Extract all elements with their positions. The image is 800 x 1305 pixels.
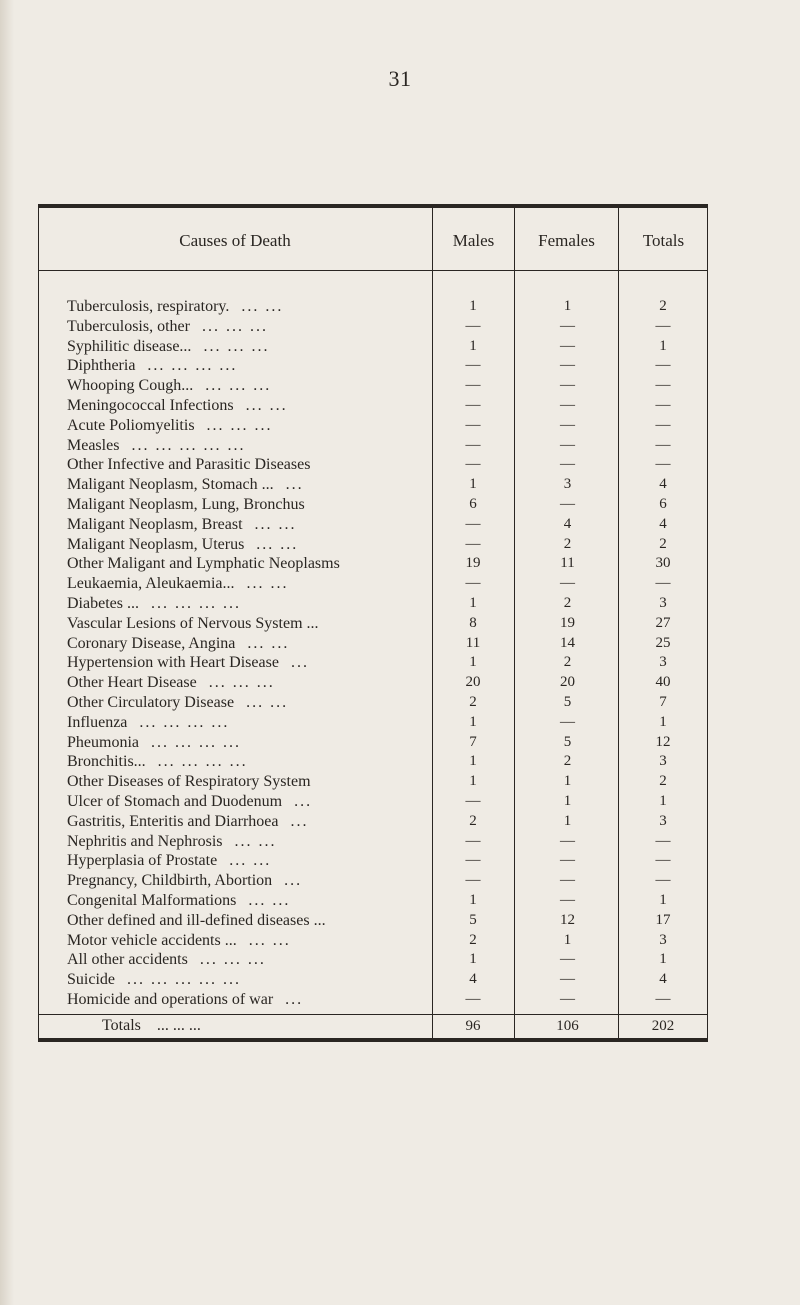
cause-label <box>67 475 451 495</box>
table-bottom-rule <box>38 1038 708 1042</box>
cause-label <box>67 297 451 317</box>
cause-text: Ulcer of Stomach and Duodenum <box>67 792 283 810</box>
cause-leader: ... ... ... ... <box>157 753 248 771</box>
header-females: Females <box>538 231 595 250</box>
cause-leader: ... ... <box>245 396 288 414</box>
cause-leader: ... ... <box>229 852 272 870</box>
males-value: — <box>465 416 481 433</box>
cause-leader: ... ... <box>248 891 291 909</box>
totals-value: 25 <box>655 634 671 651</box>
males-value: 20 <box>465 674 481 691</box>
males-value: 6 <box>469 495 477 512</box>
males-value: — <box>465 436 481 453</box>
cause-text: All other accidents <box>67 951 188 969</box>
table-row <box>38 356 708 376</box>
cause-text: Tuberculosis, respiratory. <box>67 298 230 315</box>
cause-leader: ... <box>284 872 303 890</box>
cause-label <box>67 535 451 555</box>
cause-text: Influenza <box>67 713 128 731</box>
totals-value: — <box>655 357 671 374</box>
males-value: — <box>465 832 481 849</box>
females-value: — <box>560 891 575 908</box>
table-row <box>38 792 708 812</box>
totals-value: 2 <box>659 298 667 314</box>
cause-leader: ... ... ... <box>205 377 272 395</box>
females-value: 4 <box>563 515 572 532</box>
totals-value: 2 <box>659 535 667 552</box>
totals-value: 27 <box>655 614 671 631</box>
females-value: — <box>560 872 575 889</box>
cause-label <box>67 891 451 911</box>
cause-leader: ... ... <box>248 931 291 949</box>
cause-text: Nephritis and Nephrosis <box>67 832 223 850</box>
page-edge-shadow <box>0 0 14 1305</box>
table-row <box>38 376 708 396</box>
cause-text: Hypertension with Heart Disease <box>67 654 279 672</box>
males-value: 2 <box>469 812 477 829</box>
females-value: — <box>560 456 575 473</box>
totals-value: — <box>655 436 671 453</box>
males-value: 1 <box>469 298 477 314</box>
females-value: 3 <box>563 476 572 493</box>
totals-value: 30 <box>655 555 671 572</box>
males-value: 2 <box>469 931 477 948</box>
table-row <box>38 416 708 436</box>
cause-label <box>67 772 451 792</box>
page-number: 31 <box>388 66 412 91</box>
totals-value: — <box>655 396 671 413</box>
totals-value: 3 <box>659 753 667 770</box>
totals-value: — <box>655 416 671 433</box>
table-row <box>38 713 708 733</box>
males-value: — <box>465 535 481 552</box>
males-value: — <box>465 396 481 413</box>
totals-value: — <box>655 456 671 473</box>
females-value: — <box>560 377 575 394</box>
table-row <box>38 772 708 792</box>
females-value: 20 <box>560 674 575 691</box>
cause-text: Whooping Cough... <box>67 377 194 395</box>
cause-text: Hyperplasia of Prostate <box>67 852 218 870</box>
cause-label <box>67 614 451 634</box>
females-value: — <box>560 951 575 968</box>
totals-value: — <box>655 990 671 1007</box>
females-value: — <box>560 416 575 433</box>
males-value: 8 <box>469 614 477 631</box>
females-value: — <box>560 317 575 334</box>
cause-label <box>67 455 451 475</box>
males-value: — <box>465 377 481 394</box>
females-value: 1 <box>563 298 572 314</box>
females-value: 11 <box>560 555 575 572</box>
cause-leader: ... ... <box>256 535 299 553</box>
males-value: 4 <box>469 971 477 988</box>
totals-row <box>38 1014 708 1038</box>
cause-leader: ... ... ... ... <box>147 357 238 375</box>
cause-leader: ... ... ... <box>208 674 275 692</box>
totals-value: 40 <box>655 674 671 691</box>
causes-of-death-table <box>38 204 708 1042</box>
table-row <box>38 337 708 357</box>
table-row <box>38 554 708 574</box>
cause-label <box>67 634 451 654</box>
table-row <box>38 733 708 753</box>
cause-leader: ... ... ... ... <box>150 594 241 612</box>
cause-label <box>67 554 451 574</box>
males-value: 1 <box>469 476 477 493</box>
table-body <box>38 297 708 1010</box>
females-value: 19 <box>560 614 575 631</box>
females-value: — <box>560 436 575 453</box>
cause-leader: ... ... ... <box>199 951 266 969</box>
females-value: — <box>560 713 575 730</box>
cause-text: Acute Poliomyelitis <box>67 416 195 434</box>
table-row <box>38 990 708 1010</box>
cause-text: Other Diseases of Respiratory System <box>67 773 311 791</box>
cause-leader: ... <box>290 654 309 672</box>
cause-label <box>67 752 451 772</box>
males-value: — <box>465 317 481 334</box>
cause-leader: ... ... <box>234 832 277 850</box>
cause-leader: ... ... ... ... <box>139 713 230 731</box>
cause-label <box>67 990 451 1010</box>
cause-leader: ... ... <box>246 693 289 711</box>
cause-label <box>67 832 451 852</box>
totals-value: 6 <box>659 495 667 512</box>
females-value: 2 <box>563 753 572 770</box>
cause-label <box>67 436 451 456</box>
cause-text: Maligant Neoplasm, Uterus <box>67 535 245 553</box>
table-row <box>38 752 708 772</box>
totals-value: — <box>655 832 671 849</box>
females-value: 1 <box>563 773 572 790</box>
males-value: 1 <box>469 337 477 354</box>
cause-text: Other defined and ill-defined diseases ... <box>67 911 326 929</box>
cause-label <box>67 693 451 713</box>
cause-leader: ... <box>285 990 304 1008</box>
cause-label <box>67 416 451 436</box>
cause-text: Other Heart Disease <box>67 674 197 692</box>
cause-text: Motor vehicle accidents ... <box>67 931 237 949</box>
cause-leader: ... ... ... <box>206 416 273 434</box>
header-causes-of-death: Causes of Death <box>179 231 291 250</box>
cause-leader: ... ... <box>254 515 297 533</box>
males-value: — <box>465 357 481 374</box>
females-value: 1 <box>563 812 572 829</box>
cause-text: Leukaemia, Aleukaemia... <box>67 575 235 593</box>
cause-text: Pregnancy, Childbirth, Abortion <box>67 872 273 890</box>
males-value: 1 <box>469 951 477 968</box>
females-value: — <box>560 337 575 354</box>
males-value: 1 <box>469 773 477 790</box>
females-value: — <box>560 832 575 849</box>
table-row <box>38 634 708 654</box>
totals-value: 3 <box>659 812 667 829</box>
females-value: — <box>560 495 575 512</box>
cause-label <box>67 733 451 753</box>
cause-leader: ... ... <box>246 575 289 593</box>
cause-leader: ... ... <box>247 634 290 652</box>
table-row <box>38 832 708 852</box>
totals-value: 4 <box>659 476 667 493</box>
cause-text: Maligant Neoplasm, Lung, Bronchus <box>67 495 305 513</box>
cause-text: Diabetes ... <box>67 594 139 612</box>
cause-label <box>67 871 451 891</box>
totals-value: 1 <box>659 713 667 730</box>
header-totals: Totals <box>642 231 685 250</box>
totals-value: — <box>655 852 671 869</box>
cause-text: Vascular Lesions of Nervous System ... <box>67 614 319 632</box>
table-row <box>38 911 708 931</box>
males-value: 1 <box>469 654 477 671</box>
females-value: — <box>560 396 575 413</box>
cause-label <box>67 931 451 951</box>
totals-value: 3 <box>659 931 667 948</box>
cause-text: Diphtheria <box>67 357 136 375</box>
cause-leader: ... ... ... ... <box>151 733 241 751</box>
cause-label <box>67 911 451 931</box>
totals-value: 7 <box>659 693 667 710</box>
table-row <box>38 297 708 317</box>
cause-label <box>67 495 451 515</box>
table-row <box>38 812 708 832</box>
females-value: 2 <box>563 654 572 671</box>
cause-leader: ... ... ... ... ... <box>131 436 246 454</box>
cause-label <box>67 594 451 614</box>
table-row <box>38 970 708 990</box>
cause-label <box>67 376 451 396</box>
table-row <box>38 673 708 693</box>
cause-label <box>67 337 451 357</box>
totals-value: 4 <box>659 515 667 532</box>
males-value: — <box>465 515 481 532</box>
table-row <box>38 653 708 673</box>
males-value: — <box>465 872 481 889</box>
cause-text: Measles <box>67 436 120 454</box>
cause-leader: ... ... ... ... ... <box>127 971 241 989</box>
cause-label <box>67 713 451 733</box>
totals-label <box>102 1014 201 1038</box>
males-value: 1 <box>469 891 477 908</box>
table-row <box>38 871 708 891</box>
totals-leader: ... ... ... <box>156 1017 201 1034</box>
cause-label <box>67 356 451 376</box>
table-row <box>38 436 708 456</box>
totals-value: 17 <box>655 911 671 928</box>
females-value: — <box>560 575 575 592</box>
cause-leader: ... ... ... <box>201 317 268 335</box>
females-value: 1 <box>563 792 572 809</box>
totals-value: 1 <box>659 792 667 809</box>
table-row <box>38 614 708 634</box>
cause-text: Other Circulatory Disease <box>67 693 235 711</box>
males-value: — <box>465 852 481 869</box>
cause-text: Suicide <box>67 971 115 989</box>
females-value: 14 <box>560 634 575 651</box>
table-row <box>38 396 708 416</box>
totals-value: 1 <box>659 891 667 908</box>
totals-value: 12 <box>655 733 671 750</box>
table-row <box>38 535 708 555</box>
cause-label <box>67 792 451 812</box>
totals-value: — <box>655 575 671 592</box>
cause-text: Pheumonia <box>67 733 139 751</box>
males-value: 5 <box>469 911 477 928</box>
females-value: 5 <box>563 693 572 710</box>
cause-text: Meningococcal Infections <box>67 396 234 414</box>
males-value: 2 <box>469 693 477 710</box>
table-row <box>38 317 708 337</box>
cause-text: Coronary Disease, Angina <box>67 634 236 652</box>
cause-text: Maligant Neoplasm, Stomach ... <box>67 476 274 494</box>
table-row <box>38 515 708 535</box>
totals-totals: 202 <box>651 1018 675 1034</box>
males-value: — <box>465 792 481 809</box>
females-value: 12 <box>560 911 575 928</box>
cause-label <box>67 673 451 693</box>
cause-label <box>67 970 451 990</box>
cause-text: Congenital Malformations <box>67 891 237 909</box>
cause-text: Other Maligant and Lymphatic Neoplasms <box>67 555 340 573</box>
females-value: — <box>560 990 575 1007</box>
totals-value: 3 <box>659 654 667 671</box>
cause-text: Syphilitic disease... <box>67 337 192 355</box>
males-value: — <box>465 456 481 473</box>
females-value: — <box>560 971 575 988</box>
totals-value: — <box>655 872 671 889</box>
cause-text: Maligant Neoplasm, Breast <box>67 515 243 533</box>
cause-leader: ... <box>294 792 313 810</box>
cause-label <box>67 317 451 337</box>
males-value: 19 <box>465 555 481 572</box>
header-males: Males <box>452 231 495 250</box>
table-row <box>38 594 708 614</box>
totals-value: 4 <box>659 971 667 988</box>
cause-leader: ... ... ... <box>203 337 270 355</box>
cause-label <box>67 653 451 673</box>
table-row <box>38 891 708 911</box>
table-row <box>38 693 708 713</box>
cause-text: Other Infective and Parasitic Diseases <box>67 456 311 474</box>
table-row <box>38 455 708 475</box>
totals-value: 3 <box>659 594 667 611</box>
females-value: — <box>560 852 575 869</box>
females-value: — <box>560 357 575 374</box>
table-row <box>38 950 708 970</box>
cause-label <box>67 396 451 416</box>
cause-label <box>67 851 451 871</box>
cause-label <box>67 515 451 535</box>
table-row <box>38 574 708 594</box>
totals-males: 96 <box>465 1018 481 1034</box>
totals-value: — <box>655 317 671 334</box>
cause-text: Bronchitis... <box>67 753 146 771</box>
males-value: 1 <box>469 713 477 730</box>
females-value: 5 <box>563 733 572 750</box>
males-value: 11 <box>465 634 481 651</box>
table-row <box>38 851 708 871</box>
females-value: 2 <box>563 535 572 552</box>
table-row <box>38 495 708 515</box>
cause-leader: ... <box>285 476 304 494</box>
males-value: 7 <box>469 733 477 750</box>
cause-label <box>67 574 451 594</box>
totals-value: 1 <box>659 337 667 354</box>
females-value: 2 <box>563 594 572 611</box>
totals-value: 2 <box>659 773 667 790</box>
cause-text: Tuberculosis, other <box>67 317 190 335</box>
table-row <box>38 475 708 495</box>
cause-leader: ... ... <box>241 298 284 315</box>
females-value: 1 <box>563 931 572 948</box>
cause-text: Gastritis, Enteritis and Diarrhoea <box>67 812 279 830</box>
totals-females: 106 <box>556 1018 579 1034</box>
totals-value: 1 <box>659 951 667 968</box>
males-value: 1 <box>469 594 477 611</box>
cause-label <box>67 812 451 832</box>
cause-label <box>67 950 451 970</box>
cause-text: Homicide and operations of war <box>67 990 274 1008</box>
table-row <box>38 931 708 951</box>
males-value: — <box>465 990 481 1007</box>
totals-value: — <box>655 377 671 394</box>
males-value: — <box>465 575 481 592</box>
totals-label-text: Totals <box>102 1017 141 1034</box>
cause-leader: ... <box>290 812 309 830</box>
males-value: 1 <box>469 753 477 770</box>
